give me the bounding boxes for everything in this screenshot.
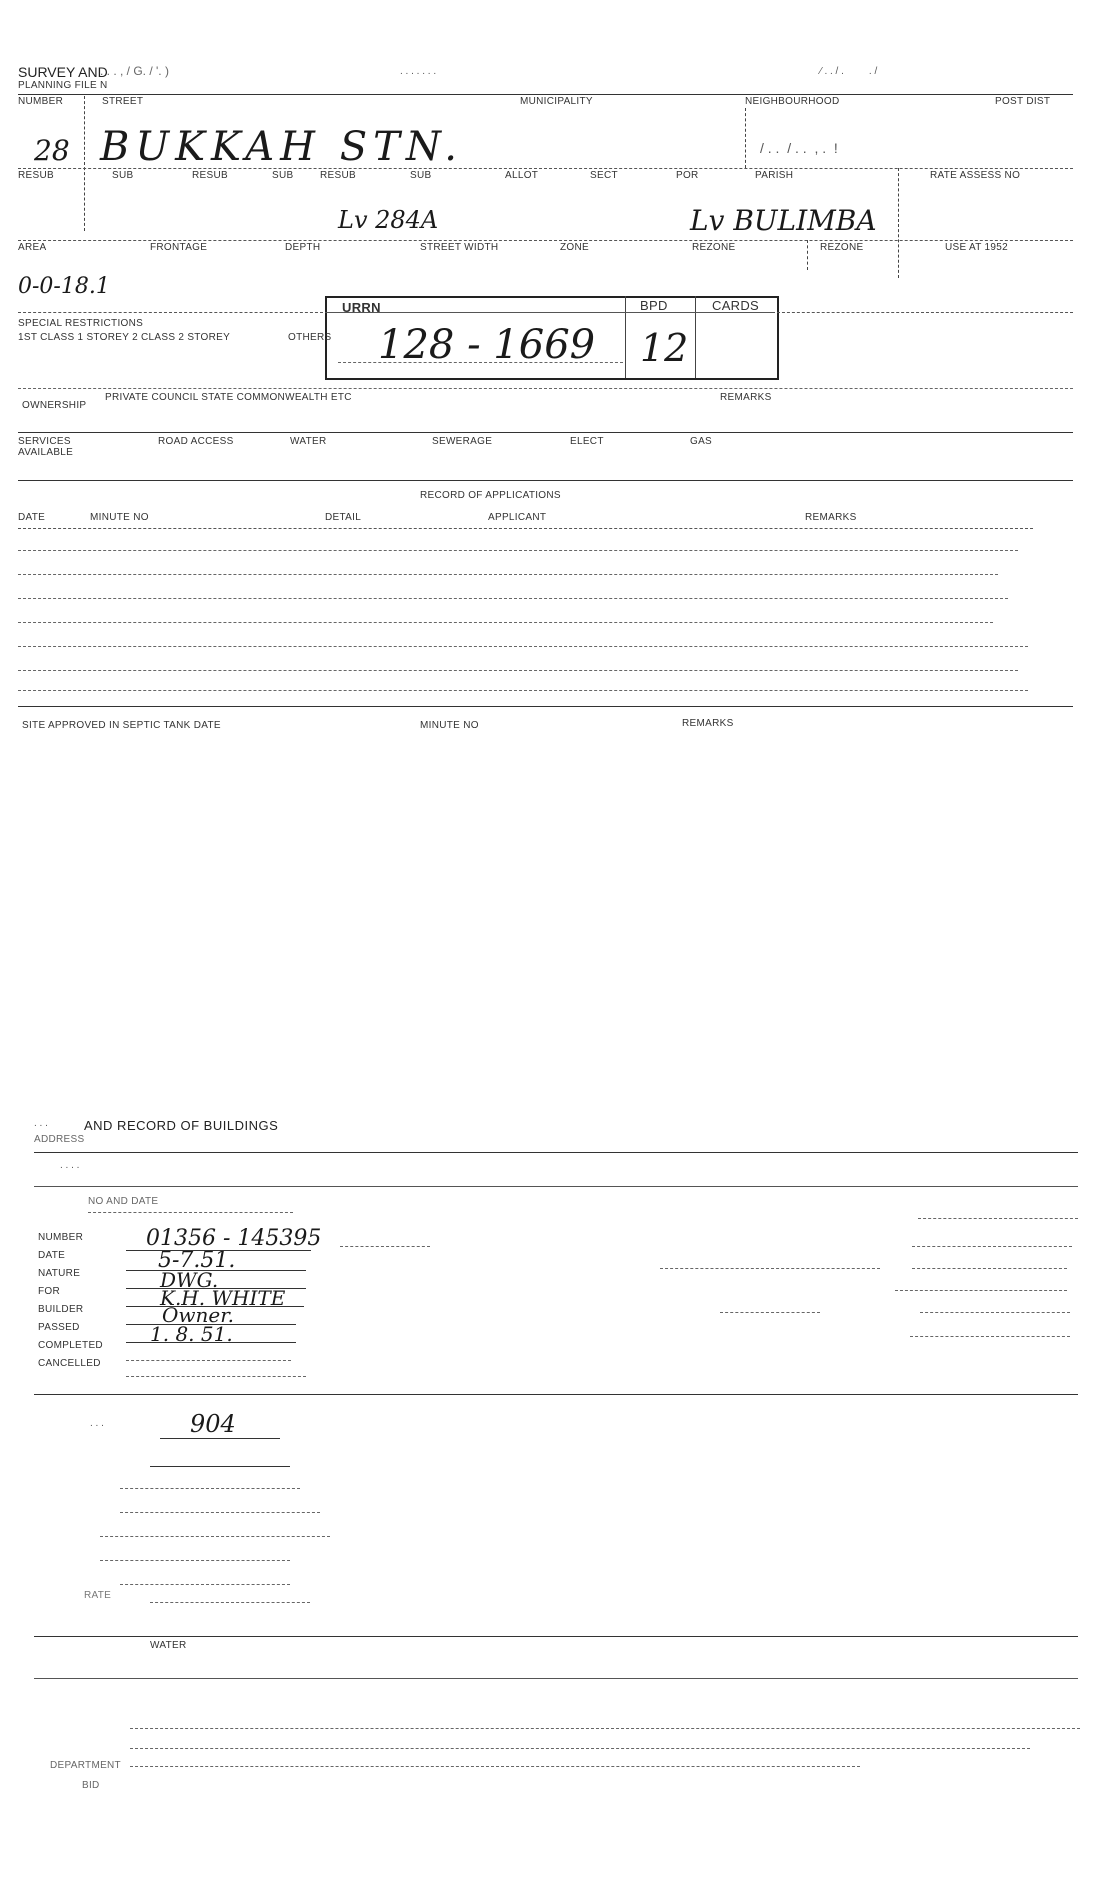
bline-for bbox=[126, 1306, 304, 1307]
label-sub-2: SUB bbox=[272, 170, 294, 181]
bline-ref-2 bbox=[150, 1466, 290, 1467]
label-site-approved: SITE APPROVED IN SEPTIC TANK DATE bbox=[22, 720, 221, 731]
blabel-bid: BID bbox=[82, 1780, 100, 1791]
rule-7 bbox=[18, 480, 1073, 481]
rule-2 bbox=[18, 168, 1073, 169]
bvalue-builder: Owner. bbox=[162, 1303, 234, 1327]
label-rezone-left: REZONE bbox=[692, 242, 736, 253]
rule-8 bbox=[18, 528, 1033, 529]
value-urrn: 128 - 1669 bbox=[378, 322, 596, 368]
urrn-value-underline bbox=[338, 362, 623, 363]
label-ownership: OWNERSHIP bbox=[22, 400, 87, 411]
bvalue-passed: 1. 8. 51. bbox=[150, 1322, 233, 1346]
app-row-6 bbox=[18, 670, 1018, 671]
label-class-storey: 1ST CLASS 1 STOREY 2 CLASS 2 STOREY bbox=[18, 332, 231, 343]
label-detail: DETAIL bbox=[325, 512, 362, 523]
label-street-width: STREET WIDTH bbox=[420, 242, 499, 253]
blabel-builder: BUILDER bbox=[38, 1304, 84, 1315]
label-number: NUMBER bbox=[18, 96, 64, 107]
label-others: OTHERS bbox=[288, 332, 332, 343]
brule-3 bbox=[34, 1394, 1078, 1395]
speck-header-1: . . . , / G. / '. ) bbox=[100, 64, 169, 78]
buildings-sub-header: ADDRESS bbox=[34, 1134, 85, 1145]
blabel-date: DATE bbox=[38, 1250, 66, 1261]
label-municipality: MUNICIPALITY bbox=[520, 96, 593, 107]
label-post-dist: POST DIST bbox=[995, 96, 1051, 107]
speck-header-3: ⁄ . . / . . / bbox=[820, 66, 878, 77]
label-sewerage: SEWERAGE bbox=[432, 436, 493, 447]
bline-header-r bbox=[918, 1218, 1078, 1219]
blabel-rate: RATE bbox=[84, 1590, 112, 1601]
value-area: 0-0-18.1 bbox=[18, 274, 110, 299]
blabel-nature: NATURE bbox=[38, 1268, 81, 1279]
rule-4b bbox=[777, 312, 1073, 313]
app-row-7 bbox=[18, 690, 1028, 691]
vrule-rezone bbox=[807, 240, 808, 270]
bline-builder bbox=[126, 1324, 296, 1325]
brow-9 bbox=[130, 1766, 860, 1767]
label-water: WATER bbox=[290, 436, 327, 447]
urrn-box-divider-1 bbox=[625, 296, 626, 378]
bcol-r3 bbox=[895, 1290, 1067, 1291]
label-sect: SECT bbox=[590, 170, 618, 181]
speck-b2: . . . bbox=[90, 1418, 104, 1429]
label-applicant: APPLICANT bbox=[488, 512, 547, 523]
label-sub-3: SUB bbox=[410, 170, 432, 181]
label-resub-3: RESUB bbox=[320, 170, 356, 181]
label-depth: DEPTH bbox=[285, 242, 321, 253]
label-minute-no-2: MINUTE NO bbox=[420, 720, 479, 731]
label-record-apps: RECORD OF APPLICATIONS bbox=[420, 490, 561, 501]
rule-4 bbox=[18, 312, 323, 313]
blabel-passed: PASSED bbox=[38, 1322, 80, 1333]
label-resub: RESUB bbox=[18, 170, 54, 181]
vrule-neighbourhood bbox=[745, 108, 746, 168]
speck-neighbourhood: / . . / . . , . ! bbox=[760, 140, 838, 156]
bline-cancelled bbox=[126, 1376, 306, 1377]
label-remarks-3: REMARKS bbox=[682, 718, 734, 729]
app-row-3 bbox=[18, 598, 1008, 599]
bcol-m2 bbox=[720, 1312, 820, 1313]
bline-number bbox=[126, 1250, 311, 1251]
label-allot: ALLOT bbox=[505, 170, 539, 181]
buildings-no-and-date: NO AND DATE bbox=[88, 1196, 159, 1207]
speck-bheader: . . . bbox=[34, 1118, 48, 1129]
vrule-parish bbox=[898, 168, 899, 278]
bline-ref bbox=[160, 1438, 280, 1439]
label-ownership-types: PRIVATE COUNCIL STATE COMMONWEALTH ETC bbox=[105, 392, 352, 403]
brow-7 bbox=[130, 1728, 1080, 1729]
brow-8 bbox=[130, 1748, 1030, 1749]
bcol-m3 bbox=[340, 1246, 430, 1247]
bcol-r2 bbox=[912, 1268, 1067, 1269]
value-parish: Lv BULIMBA bbox=[690, 204, 877, 237]
label-elect: ELECT bbox=[570, 436, 604, 447]
label-area: AREA bbox=[18, 242, 47, 253]
label-parish: PARISH bbox=[755, 170, 794, 181]
brow-2 bbox=[120, 1512, 320, 1513]
bvalue-date: 5-7.51. bbox=[158, 1248, 236, 1273]
bcol-r4 bbox=[920, 1312, 1070, 1313]
bline-completed bbox=[126, 1360, 291, 1361]
blabel-department: DEPARTMENT bbox=[50, 1760, 121, 1771]
app-row-5 bbox=[18, 646, 1028, 647]
bline-date bbox=[126, 1270, 306, 1271]
rule-5 bbox=[18, 388, 1073, 389]
label-zone: ZONE bbox=[560, 242, 589, 253]
blabel-number: NUMBER bbox=[38, 1232, 84, 1243]
bcol-r1 bbox=[912, 1246, 1072, 1247]
brow-3 bbox=[100, 1536, 330, 1537]
label-frontage: FRONTAGE bbox=[150, 242, 208, 253]
brow-1 bbox=[120, 1488, 300, 1489]
bvalue-nature: DWG. bbox=[160, 1268, 219, 1292]
label-por: POR bbox=[676, 170, 699, 181]
bvalue-number: 01356 - 145395 bbox=[146, 1226, 322, 1251]
buildings-header: AND RECORD OF BUILDINGS bbox=[84, 1118, 279, 1133]
app-row-4 bbox=[18, 622, 993, 623]
label-neighbourhood: NEIGHBOURHOOD bbox=[745, 96, 840, 107]
value-number: 28 bbox=[34, 134, 70, 167]
bline-passed bbox=[126, 1342, 296, 1343]
speck-b1: . . . . bbox=[60, 1160, 80, 1171]
label-minute-no: MINUTE NO bbox=[90, 512, 149, 523]
value-street: BUKKAH STN. bbox=[100, 124, 463, 170]
label-resub-2: RESUB bbox=[192, 170, 228, 181]
brule-2 bbox=[34, 1186, 1078, 1187]
label-use-at: USE AT 1952 bbox=[945, 242, 1008, 253]
planning-file-label: PLANNING FILE N bbox=[18, 80, 108, 91]
label-services-available: SERVICES AVAILABLE bbox=[18, 436, 74, 458]
label-remarks-2: REMARKS bbox=[805, 512, 857, 523]
bcol-m1 bbox=[660, 1268, 880, 1269]
brule-4 bbox=[34, 1636, 1078, 1637]
label-bpd: BPD bbox=[640, 298, 668, 313]
label-cards: CARDS bbox=[712, 298, 760, 313]
label-street: STREET bbox=[102, 96, 144, 107]
blabel-cancelled: CANCELLED bbox=[38, 1358, 101, 1369]
label-sub: SUB bbox=[112, 170, 134, 181]
bvalue-for: K.H. WHITE bbox=[160, 1286, 286, 1310]
urrn-box-header-rule bbox=[325, 312, 775, 313]
label-urrn: URRN bbox=[342, 300, 381, 315]
blabel-for: FOR bbox=[38, 1286, 61, 1297]
rule-1 bbox=[18, 94, 1073, 95]
app-row-2 bbox=[18, 574, 998, 575]
label-special-restrictions: SPECIAL RESTRICTIONS bbox=[18, 318, 144, 329]
bcol-r5 bbox=[910, 1336, 1070, 1337]
bline-header bbox=[88, 1212, 293, 1213]
label-remarks: REMARKS bbox=[720, 392, 772, 403]
brow-6 bbox=[150, 1602, 310, 1603]
bline-nature bbox=[126, 1288, 306, 1289]
label-road-access: ROAD ACCESS bbox=[158, 436, 234, 447]
label-date: DATE bbox=[18, 512, 46, 523]
value-lot: Lv 284A bbox=[338, 206, 439, 234]
brule-1 bbox=[34, 1152, 1078, 1153]
blabel-completed: COMPLETED bbox=[38, 1340, 103, 1351]
rule-9 bbox=[18, 706, 1073, 707]
vrule-number bbox=[84, 96, 85, 231]
label-gas: GAS bbox=[690, 436, 713, 447]
rule-3 bbox=[18, 240, 1073, 241]
value-bpd: 12 bbox=[640, 326, 689, 370]
brule-5 bbox=[34, 1678, 1078, 1679]
speck-header-2: . . . . . . . bbox=[400, 66, 437, 77]
rule-6 bbox=[18, 432, 1073, 433]
blabel-water: WATER bbox=[150, 1640, 187, 1651]
urrn-box-divider-2 bbox=[695, 296, 696, 378]
survey-header-title: SURVEY AND bbox=[18, 64, 108, 80]
bvalue-ref: 904 bbox=[190, 1410, 236, 1438]
label-rezone: REZONE bbox=[820, 242, 864, 253]
brow-5 bbox=[120, 1584, 290, 1585]
app-row-1 bbox=[18, 550, 1018, 551]
label-rate-assess: RATE ASSESS NO bbox=[930, 170, 1021, 181]
brow-4 bbox=[100, 1560, 290, 1561]
